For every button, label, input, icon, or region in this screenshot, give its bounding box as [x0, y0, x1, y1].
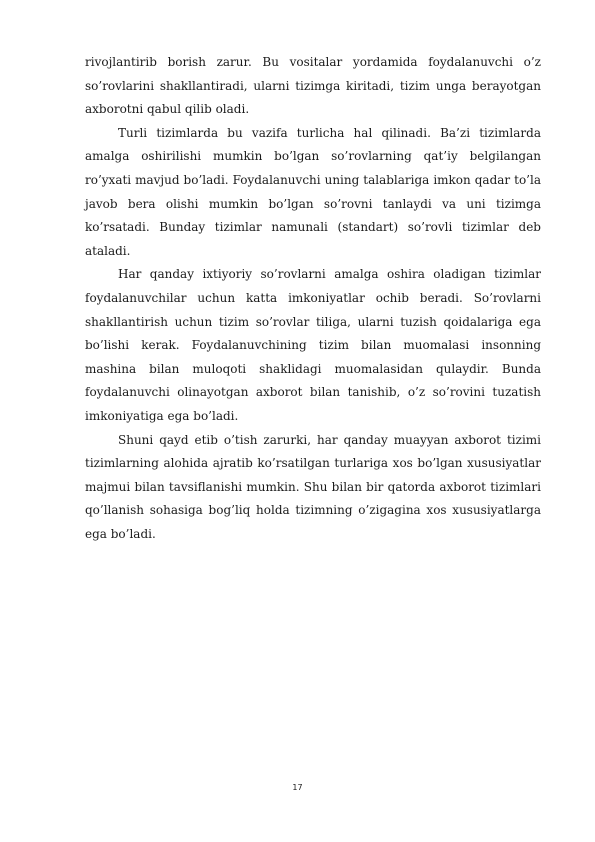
page-number: 17: [292, 783, 303, 792]
paragraph-continued: rivojlantirib borish zarur. Bu vositalar yordamida foydalanuvchi o’z so’rovlarini shakllantiradi, ularni tizimga kiritadi, tizim unga berayotgan axborotni qabul qilib oladi.: [85, 55, 541, 117]
paragraph: Shuni qayd etib o’tish zarurki, har qanday muayyan axborot tizimi tizimlarning alohida ajratib ko’rsatilgan turlariga xos bo’lgan xususiyatlar majmui bilan tavsiflanishi mumkin. Shu bilan bir qatorda axborot tizimlari qo’llanish sohasiga bog’liq holda tizimning o’zigagina xos xususiyatlarga ega bo’ladi.: [85, 432, 541, 541]
paragraph: Turli tizimlarda bu vazifa turlicha hal qilinadi. Ba’zi tizimlarda amalga oshirilishi mumkin bo’lgan so’rovlarning qat’iy belgilangan ro’yxati mavjud bo’ladi. Foydalanuvchi uning talablariga imkon qadar to’la javob bera olishi mumkin bo’lgan so’rovni tanlaydi va uni tizimga ko’rsatadi. Bunday tizimlar namunali (standart) so’rovli tizimlar deb ataladi.: [85, 125, 541, 258]
paragraph: Har qanday ixtiyoriy so’rovlarni amalga oshira oladigan tizimlar foydalanuvchilar uchun katta imkoniyatlar ochib beradi. So’rovlarni shakllantirish uchun tizim so’rovlar tiliga, ularni tuzish qoidalariga ega bo’lishi kerak. Foydalanuvchining tizim bilan muomalasi insonning mashina bilan muloqoti shaklidagi muomalasidan qulaydir. Bunda foydalanuvchi olinayotgan axborot bilan tanishib, o’z so’rovini tuzatish imkoniyatiga ega bo’ladi.: [85, 267, 541, 423]
body-text: [85, 51, 541, 546]
